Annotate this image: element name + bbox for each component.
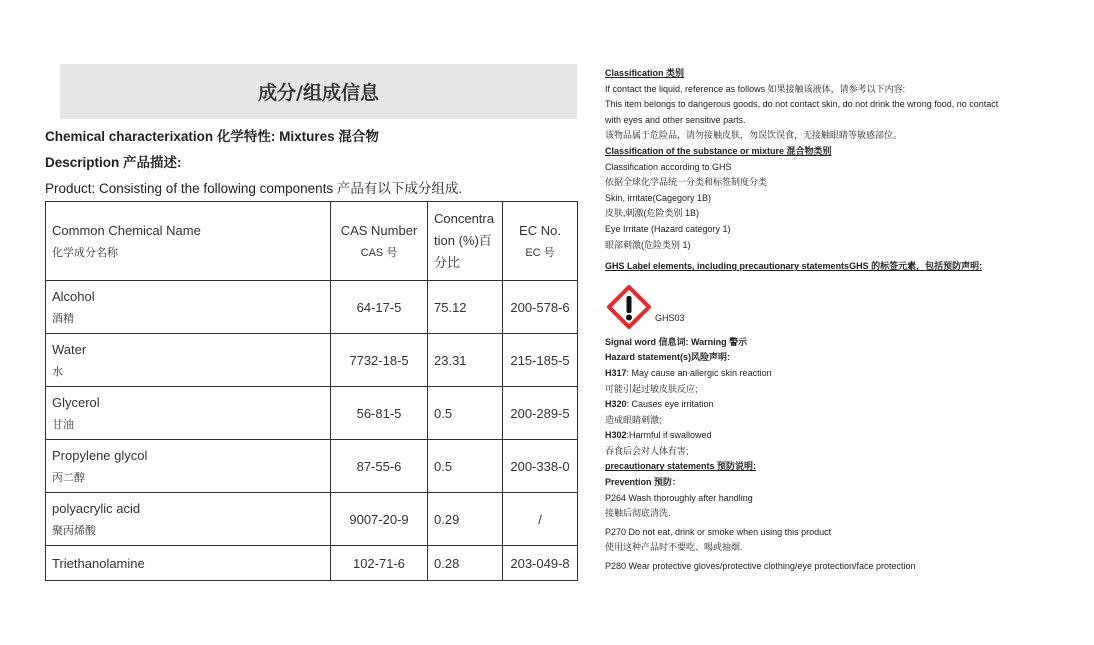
components-table <box>45 201 578 581</box>
header-cas <box>331 202 428 281</box>
cell-name <box>46 281 331 334</box>
text-line: 造成眼睛刺激; <box>605 414 662 425</box>
hazard-title: Hazard statement(s)风险声明: <box>605 352 731 363</box>
name-zh: 丙二醇 <box>52 471 85 484</box>
text-line: 眼部刺激(危险类别 1) <box>605 239 691 250</box>
chemical-characterization: Chemical characterixation 化学特性: Mixtures 混合物 <box>45 129 379 144</box>
h-code: H320 <box>605 399 627 410</box>
cell-concentration: 0.5 <box>428 440 503 493</box>
cell-cas: 64-17-5 <box>331 281 428 334</box>
text-line: 接触后彻底清洗. <box>605 508 671 519</box>
name-zh: 甘油 <box>52 418 74 431</box>
name-zh: 聚丙烯酸 <box>52 524 96 537</box>
cell-concentration: 23.31 <box>428 334 503 387</box>
name-zh: 酒精 <box>52 312 74 325</box>
cell-name <box>46 440 331 493</box>
cell-ec: 200-578-6 <box>503 281 578 334</box>
header-zh: 化学成分名称 <box>52 246 118 259</box>
cell-name <box>46 493 331 546</box>
header-zh: CAS 号 <box>360 246 398 259</box>
name-en: Glycerol <box>52 394 100 410</box>
table-header-row <box>46 202 578 281</box>
table-row <box>46 493 578 546</box>
exclamation-hazard-icon <box>607 285 651 329</box>
text-line: P270 Do not eat, drink or smoke when using this product <box>605 526 832 537</box>
hazard-h317 <box>605 366 1075 382</box>
h-code: H302 <box>605 430 627 441</box>
text-line: 依据全球化学品统一分类和标签制度分类 <box>605 177 768 188</box>
prevention-label: Prevention 预防： <box>605 477 682 488</box>
cell-concentration: 0.28 <box>428 546 503 581</box>
header-en: Common Chemical Name <box>52 222 201 238</box>
section-banner: 成分/组成信息 <box>60 64 577 119</box>
composition-section <box>45 64 580 581</box>
h-text: :Harmful if swallowed <box>626 430 712 441</box>
name-zh: 水 <box>52 365 63 378</box>
table-row <box>46 440 578 493</box>
ghs-pictogram-row <box>607 285 1075 329</box>
header-ec <box>503 202 578 281</box>
ghs-code: GHS03 <box>655 313 685 324</box>
text-line: If contact the liquid, reference as follows 如果接触该液体，请参考以下内容: <box>605 83 906 94</box>
name-en: Alcohol <box>52 288 95 304</box>
substance-classification-title: Classification of the substance or mixture 混合物类别 <box>605 145 832 156</box>
name-en: Propylene glycol <box>52 447 148 463</box>
text-line: 可能引起过敏皮肤反应; <box>605 383 698 394</box>
cell-ec: 203-049-8 <box>503 546 578 581</box>
cell-cas: 102-71-6 <box>331 546 428 581</box>
h-code: H317 <box>605 367 627 378</box>
name-en: polyacrylic acid <box>52 500 141 516</box>
text-line: Eye Irritate (Hazard category 1) <box>605 223 731 234</box>
text-line: Skin, irritate(Cagegory 1B) <box>605 192 712 203</box>
text-line: 该物品属于危险品，请勿接触皮肤，勿误饮误食，无接触眼睛等敏感部位。 <box>605 130 903 141</box>
text-line: Classification according to GHS <box>605 161 732 172</box>
ghs-label-title: GHS Label elements, including precautionary statementsGHS 的标签元素，包括预防声明: <box>605 261 983 272</box>
text-line: P264 Wash thoroughly after handling <box>605 492 753 503</box>
cell-concentration: 0.5 <box>428 387 503 440</box>
header-en: EC No. <box>519 222 561 238</box>
text-line: 使用这种产品时不要吃、喝或抽烟. <box>605 542 743 553</box>
header-concentration: Concentration (%)百分比 <box>428 202 503 281</box>
table-row <box>46 281 578 334</box>
table-row <box>46 387 578 440</box>
text-line: 吞食后会对人体有害; <box>605 445 689 456</box>
cell-name <box>46 387 331 440</box>
description-label: Description 产品描述: <box>45 155 182 170</box>
table-row <box>46 546 578 581</box>
h-text: : May cause an allergic skin reaction <box>626 367 772 378</box>
name-en: Water <box>52 341 87 357</box>
cell-ec: 200-289-5 <box>503 387 578 440</box>
cell-cas: 56-81-5 <box>331 387 428 440</box>
header-zh: EC 号 <box>525 246 555 259</box>
cell-concentration: 75.12 <box>428 281 503 334</box>
cell-cas: 7732-18-5 <box>331 334 428 387</box>
hazard-h320 <box>605 397 1075 413</box>
text-line: P280 Wear protective gloves/protective clothing/eye protection/face protection <box>605 561 916 572</box>
header-chemical-name <box>46 202 331 281</box>
cell-name: Triethanolamine <box>46 546 331 581</box>
text-line: 皮肤,刺激(危险类别 1B) <box>605 208 700 219</box>
hazard-h302 <box>605 428 1075 444</box>
cell-name <box>46 334 331 387</box>
text-line: with eyes and other sensitive parts. <box>605 114 746 125</box>
table-row <box>46 334 578 387</box>
cell-cas: 9007-20-9 <box>331 493 428 546</box>
cell-concentration: 0.29 <box>428 493 503 546</box>
cell-ec: 200-338-0 <box>503 440 578 493</box>
cell-ec: / <box>503 493 578 546</box>
text-line: This item belongs to dangerous goods, do not contact skin, do not drink the wrong food, no contact <box>605 99 999 110</box>
cell-cas: 87-55-6 <box>331 440 428 493</box>
precaution-title: precautionary statements 预防说明: <box>605 461 757 472</box>
cell-ec: 215-185-5 <box>503 334 578 387</box>
classification-title: Classification 类别 <box>605 68 685 78</box>
signal-word: Signal word 信息词: Warning 警示 <box>605 336 748 347</box>
h-text: : Causes eye irritation <box>626 399 714 410</box>
product-line: Product: Consisting of the following components 产品有以下成分组成. <box>45 181 463 196</box>
classification-section <box>605 66 1075 575</box>
header-en: CAS Number <box>340 222 418 238</box>
